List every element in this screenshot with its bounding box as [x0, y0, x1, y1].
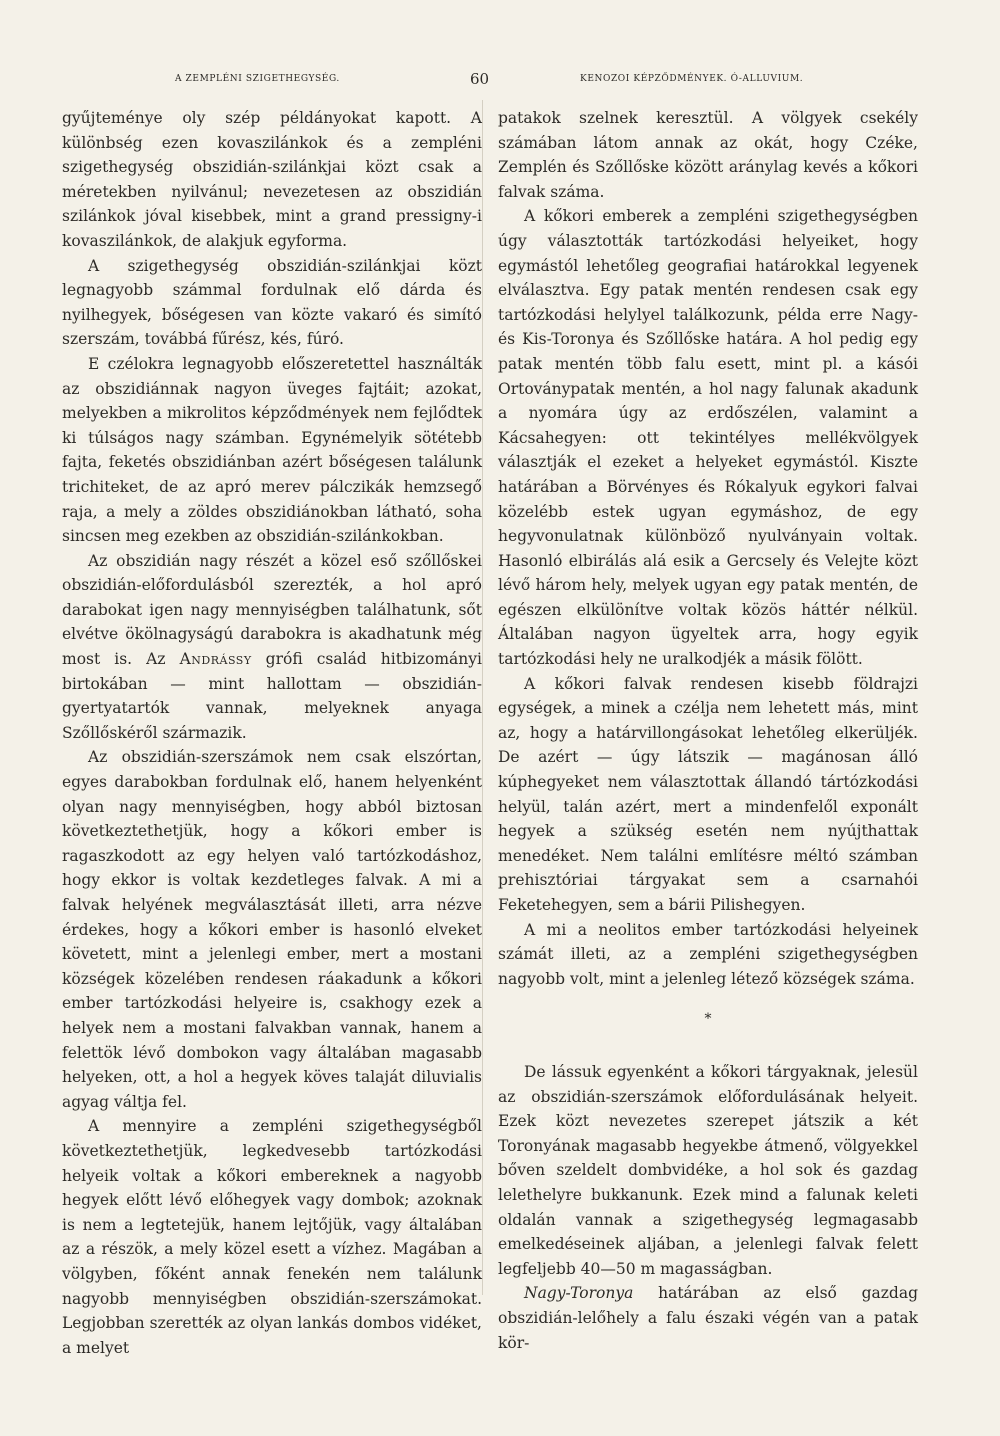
paragraph: Az obszidián-szerszámok nem csak elszórtan, egyes darabokban fordulnak elő, hanem helyenként olyan nagy mennyiségben, hogy abból biztosan következtethetjük, hogy a kőkori ember is ragaszkodott az egy helyen való tartózkodáshoz, hogy ekkor is voltak kezdetleges falvak. A mi a falvak helyének megválasztását illeti, arra nézve érdekes, hogy a kőkori ember is hasonló elveket követett, mint a jelenlegi ember, mert a mostani községek közelében rendesen ráakadunk a kőkori ember tartózkodási helyeire is, csakhogy ezek a helyek nem a mostani falvakban vannak, hanem a felettök lévő dombokon vagy általában magasabb helyeken, ott, a hol a hegyek köves talaját diluvialis agyag váltja fel. [62, 748, 482, 1111]
section-separator: * [704, 1011, 712, 1028]
place-name: Nagy-Toronya [524, 1284, 634, 1303]
person-name: Andrássy [179, 650, 252, 669]
paragraph: A szigethegység obszidián-szilánkjai közt legnagyobb számmal fordulnak elő dárda és nyilhegyek, bőségesen van közte vakaró és simító szerszám, továbbá fűrész, kés, fúró. [62, 256, 482, 349]
paragraph: A kőkori falvak rendesen kisebb földrajzi egységek, a minek a czélja nem lehetett más, mint az, hogy a határvillongásokat lehetőleg elkerüljék. De azért — úgy látszik — magánosan álló kúphegyeket nem választottak állandó tártózkodási helyül, talán azért, mert a mindenfelől exponált hegyek a szükség esetén nem nyújthattak menedéket. Nem találni említésre méltó számban prehisztóriai tárgyakat sem a csarnahói Feketehegyen, sem a bárii Pilishegyen. [498, 674, 918, 914]
left-column [62, 106, 482, 1360]
paragraph: A mi a neolitos ember tartózkodási helyeinek számát illeti, az a zempléni szigethegységben nagyobb volt, mint a jelenleg létező községek száma. [498, 920, 918, 988]
paragraph [62, 549, 482, 746]
header-left-title: A ZEMPLÉNI SZIGETHEGYSÉG. [175, 74, 340, 84]
column-divider [482, 100, 483, 1295]
paragraph: gyűjteménye oly szép példányokat kapott. A különbség ezen kovaszilánkok és a zempléni szigethegység obszidián-szilánkjai közt csak a méretekben nyilvánul; nevezetesen az obszidián szilánkok jóval kisebbek, mint a grand pressigny-i kovaszilánkok, de alakjuk egyforma. [62, 109, 482, 250]
paragraph-text: grófi család hitbizományi birtokában — mint hallottam — obszidián-gyertyatartók vannak, melyeknek anyaga Szőllőskéről származik. [62, 650, 482, 742]
paragraph-text: határában az első gazdag obszidián-lelőhely a falu északi végén van a patak kör- [498, 1284, 918, 1352]
paragraph [498, 1281, 918, 1355]
paragraph: A mennyire a zempléni szigethegységből következtethetjük, legkedvesebb tartózkodási helyeik voltak a kőkori embereknek a nagyobb hegyek előtt lévő előhegyek vagy dombok; azoknak is nem a legtetejük, hanem lejtőjük, vagy általában az a részök, a mely közel esett a vízhez. Magában a völgyben, főként annak fenekén nem találunk nagyobb mennyiségben obszidián-szerszámokat. Legjobban szerették az olyan lankás dombos vidéket, a melyet [62, 1117, 482, 1357]
paragraph-text: Az obszidián nagy részét a közel eső szőllőskei obszidián-előfordulásból szerezték, a hol apró darabokat igen nagy mennyiségben találhatunk, sőt elvétve ökölnagyságú darabokra is akadhatunk még most is. Az [62, 551, 482, 669]
running-header [60, 70, 940, 90]
paragraph: E czélokra legnagyobb előszeretettel használták az obszidiánnak nagyon üveges fajtáit; azokat, melyekben a mikrolitos képződmények nem fejlődtek ki túlságos nagy számban. Egynémelyik sötétebb fajta, feketés obszidiánban azért bőségesen találunk trichiteket, de az apró merev pálczikák hemzsegő raja, a mely a zöldes obszidiánokban látható, soha sincsen meg ezekben az obszidián-szilánkokban. [62, 354, 482, 546]
paragraph: A kőkori emberek a zempléni szigethegységben úgy választották tartózkodási helyeiket, hogy egymástól lehetőleg geografiai határokkal legyenek elválasztva. Egy patak mentén rendesen csak egy tartózkodási helylyel találkozunk, példa erre Nagy- és Kis-Toronya és Szőllőske határa. A hol pedig egy patak mentén több falu esett, mint pl. a kásói Ortoványpatak mentén, a hol nagy falunak akadunk a nyomára úgy az erdőszélen, valamint a Kácsahegyen: ott tekintélyes mellékvölgyek választják el ezeket a helyeket egymástól. Kiszte határában a Börvényes és Rókalyuk egykori falvai közelébb estek ugyan egymáshoz, de egy hegyvonulatnak különböző nyulványain voltak. Hasonló elbirálás alá esik a Gercsely és Velejte közt lévő három hely, melyek ugyan egy patak mentén, de egészen elkülönítve voltak közös háttér nélkül. Általában nagyon ügyeltek arra, hogy egyik tartózkodási hely ne uralkodjék a másik fölött. [498, 207, 918, 669]
page-number: 60 [470, 70, 490, 88]
header-right-title: KENOZOI KÉPZŐDMÉNYEK. Ó-ALLUVIUM. [580, 74, 804, 84]
paragraph: De lássuk egyenként a kőkori tárgyaknak, jelesül az obszidián-szerszámok előfordulásának helyeit. Ezek közt nevezetes szerepet játszik a két Toronyának magasabb hegyekbe átmenő, völgyekkel bőven szeldelt dombvidéke, a hol sok és gazdag lelethelyre bukkanunk. Ezek mind a falunak keleti oldalán vannak a szigethegység legmagasabb emelkedéseinek aljában, a jelenlegi falvak felett legfeljebb 40—50 m magasságban. [498, 1062, 918, 1278]
paragraph: patakok szelnek keresztül. A völgyek csekély számában látom annak az okát, hogy Czéke, Zemplén és Szőllőske között aránylag kevés a kőkori falvak száma. [498, 109, 918, 201]
right-column [498, 106, 918, 1355]
